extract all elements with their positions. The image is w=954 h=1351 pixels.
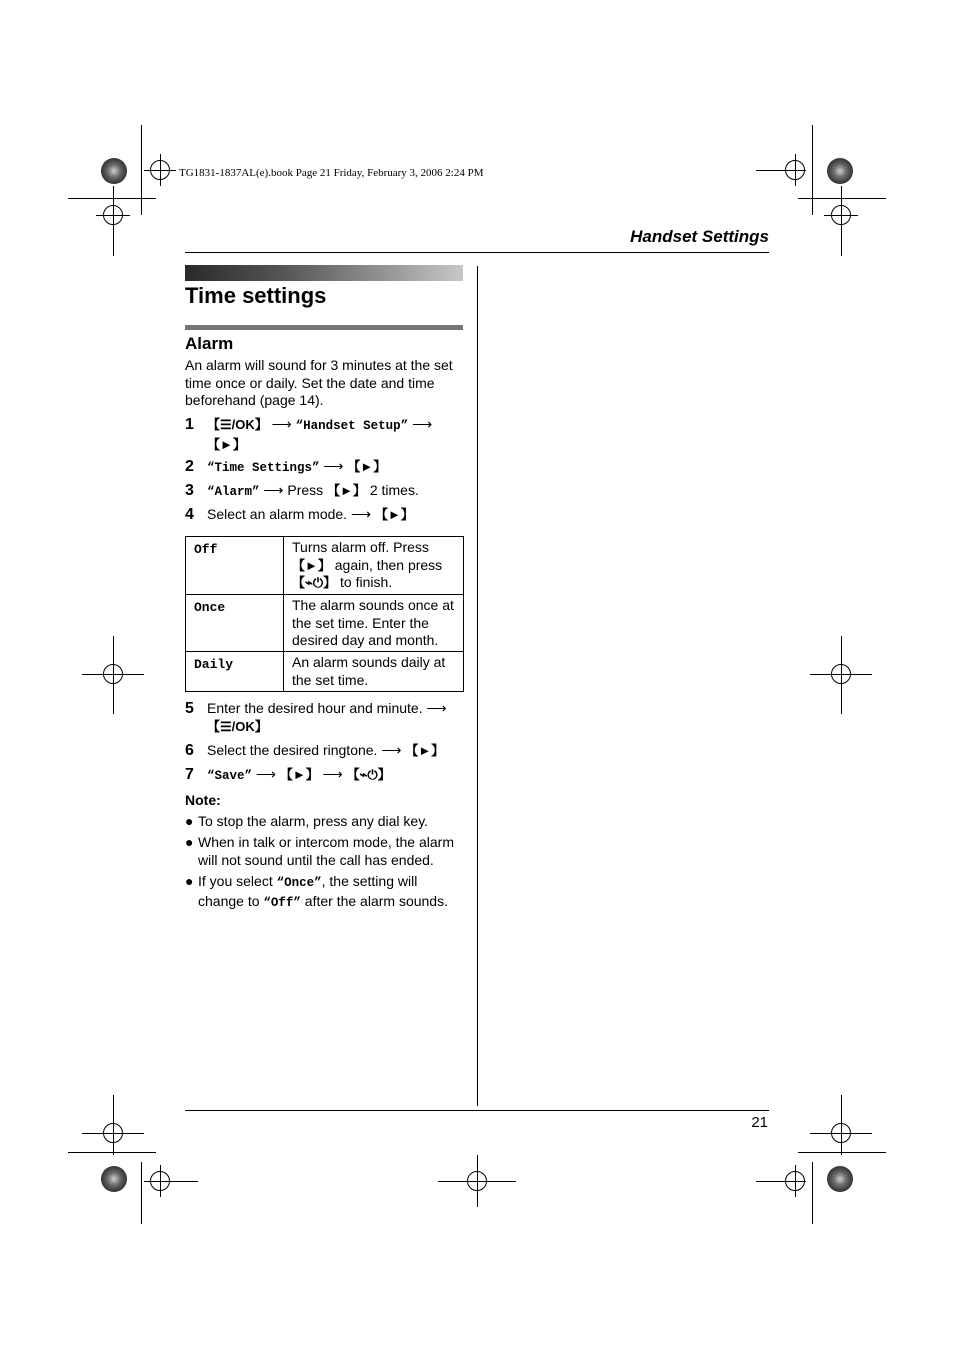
registration-disc-icon <box>827 1166 853 1192</box>
section-title: Time settings <box>185 283 327 308</box>
arrow-icon: ⟶ <box>271 416 292 432</box>
step-4 <box>185 506 465 524</box>
right-key-icon: 【►】 <box>279 767 319 782</box>
note-item <box>185 834 465 870</box>
menu-item: “Save” <box>207 769 253 783</box>
menu-item: “Once” <box>276 876 322 890</box>
note-item <box>185 813 465 831</box>
right-key-icon: 【►】 <box>347 459 387 474</box>
subsection-bar <box>185 325 463 330</box>
note-text-part: , the setting will change to <box>198 873 418 909</box>
right-key-icon: 【►】 <box>292 557 331 573</box>
desc-text: to finish. <box>340 574 393 590</box>
intro-paragraph: An alarm will sound for 3 minutes at the set time once or daily. Set the date and time beforehand (page 14). <box>185 357 453 408</box>
running-header: Handset Settings <box>630 227 769 246</box>
arrow-icon: ⟶ <box>426 700 447 716</box>
step-2 <box>185 458 465 476</box>
arrow-icon: ⟶ <box>350 506 372 522</box>
bullet-icon: ● <box>185 873 194 889</box>
mode-description: The alarm sounds once at the set time. Enter the desired day and month. <box>284 595 464 652</box>
step-1 <box>185 416 465 452</box>
arrow-icon: ⟶ <box>381 742 402 758</box>
arrow-icon: ⟶ <box>412 416 433 432</box>
bullet-icon: ● <box>185 813 194 829</box>
arrow-icon: ⟶ <box>323 458 344 474</box>
registration-disc-icon <box>101 158 127 184</box>
section-gradient-bar <box>185 265 463 281</box>
arrow-icon: ⟶ <box>255 766 276 782</box>
right-key-icon: 【►】 <box>327 483 366 498</box>
menu-item: “Handset Setup” <box>295 419 409 433</box>
step-text: Select the desired ringtone. <box>207 742 378 758</box>
right-key-icon: 【►】 <box>374 507 414 522</box>
step-number: 3 <box>185 482 194 499</box>
step-5 <box>185 700 465 736</box>
registration-disc-icon <box>101 1166 127 1192</box>
step-text: Enter the desired hour and minute. <box>207 700 423 716</box>
mode-name: Once <box>186 595 284 652</box>
menu-ok-key-icon: 【☰/OK】 <box>207 718 268 734</box>
footer-rule <box>185 1110 769 1111</box>
step-number: 4 <box>185 506 194 523</box>
note-text: To stop the alarm, press any dial key. <box>198 813 429 829</box>
mode-name: Daily <box>186 652 284 692</box>
arrow-icon: ⟶ <box>263 482 284 498</box>
note-text <box>198 873 463 912</box>
step-number: 1 <box>185 416 194 433</box>
alarm-mode-table <box>185 536 464 692</box>
step-suffix: 2 times. <box>369 482 419 498</box>
mode-name: Off <box>186 537 284 595</box>
step-text: Select an alarm mode. <box>207 506 348 522</box>
step-3 <box>185 482 465 500</box>
registration-disc-icon <box>827 158 853 184</box>
step-number: 2 <box>185 458 194 475</box>
book-info-line: TG1831-1837AL(e).book Page 21 Friday, February 3, 2006 2:24 PM <box>179 167 484 179</box>
menu-ok-key-icon: 【☰/OK】 <box>207 417 268 432</box>
note-text-part: If you select <box>198 873 273 889</box>
note-text-part: after the alarm sounds. <box>304 892 448 909</box>
step-number: 6 <box>185 742 194 759</box>
table-row <box>186 595 464 652</box>
note-item <box>185 873 465 909</box>
menu-item: “Off” <box>263 895 301 910</box>
table-row <box>186 537 464 595</box>
step-text: Press <box>287 482 324 498</box>
off-key-icon: 【⌁⏻】 <box>346 767 391 782</box>
desc-text: Turns alarm off. Press <box>292 539 429 555</box>
step-7 <box>185 766 465 784</box>
mode-description: An alarm sounds daily at the set time. <box>284 652 464 692</box>
mode-description <box>284 537 464 595</box>
step-number: 5 <box>185 700 194 717</box>
note-text: When in talk or intercom mode, the alarm will not sound until the call has ended. <box>198 834 454 868</box>
bullet-icon: ● <box>185 834 194 850</box>
menu-item: “Alarm” <box>207 485 260 499</box>
header-rule <box>185 252 769 253</box>
arrow-icon: ⟶ <box>322 766 343 782</box>
subsection-title: Alarm <box>185 334 234 353</box>
off-key-icon: 【⌁⏻】 <box>292 575 337 590</box>
desc-text: again, then press <box>334 556 443 573</box>
menu-item: “Time Settings” <box>207 461 320 475</box>
column-divider <box>477 266 478 1106</box>
right-key-icon: 【►】 <box>207 436 246 452</box>
note-label: Note: <box>185 792 221 808</box>
step-number: 7 <box>185 766 194 783</box>
page-number: 21 <box>751 1114 768 1131</box>
step-6 <box>185 742 465 760</box>
right-key-icon: 【►】 <box>405 743 445 758</box>
table-row <box>186 652 464 692</box>
